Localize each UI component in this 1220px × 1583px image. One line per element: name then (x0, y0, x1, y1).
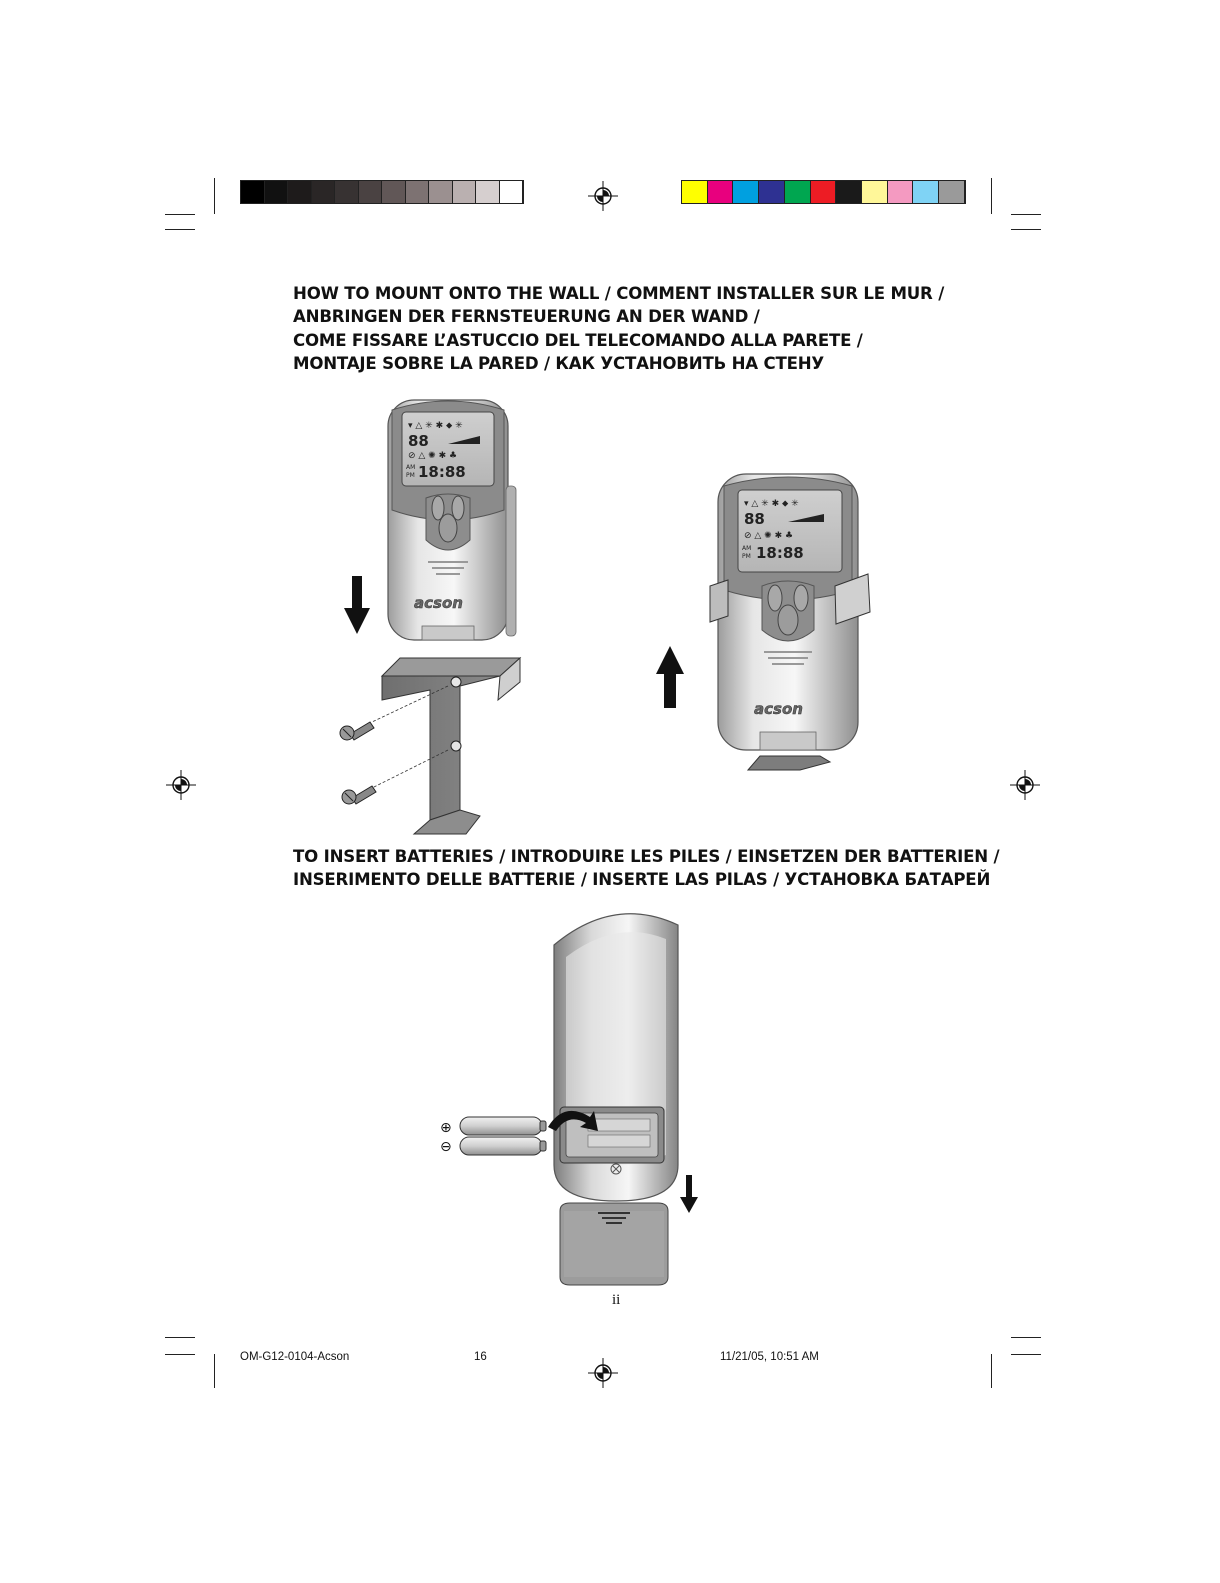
calibration-swatch (836, 181, 862, 203)
calibration-swatch (682, 181, 708, 203)
acson-logo-left: acson (414, 594, 463, 612)
footer-timestamp: 11/21/05, 10:51 AM (720, 1351, 819, 1363)
calibration-swatch (733, 181, 759, 203)
calibration-swatch (811, 181, 837, 203)
calibration-swatch (785, 181, 811, 203)
plus-terminal-icon: ⊕ (440, 1120, 452, 1136)
calibration-swatch (406, 181, 430, 203)
registration-target-icon (588, 181, 618, 211)
calibration-swatch (382, 181, 406, 203)
lcd-pm-left: PM (406, 472, 415, 479)
batteries-heading-line: TO INSERT BATTERIES / INTRODUIRE LES PILES / EINSETZEN DER BATTERIEN / (293, 847, 1000, 866)
mount-heading-line: MONTAJE SOBRE LA PARED / КАК УСТАНОВИТЬ НА СТЕНУ (293, 353, 825, 373)
svg-text:▾ △ ✳ ✱ ⬥ ✳: ▾ △ ✳ ✱ ⬥ ✳ (408, 421, 463, 431)
calibration-swatch (476, 181, 500, 203)
calibration-swatch (359, 181, 383, 203)
battery-icon (460, 1117, 546, 1135)
registration-target-icon (588, 1358, 618, 1388)
calibration-swatch (888, 181, 914, 203)
calibration-swatch (265, 181, 289, 203)
lcd-temp-right: 88 (744, 510, 765, 528)
page-number: ii (612, 1292, 621, 1308)
lcd-am-left: AM (406, 464, 416, 471)
calibration-swatch (241, 181, 265, 203)
calibration-swatch (913, 181, 939, 203)
battery-icon (460, 1137, 546, 1155)
remote-left (388, 400, 516, 640)
lcd-pm-right: PM (742, 553, 751, 560)
batteries-heading (293, 845, 999, 892)
calibration-swatch (335, 181, 359, 203)
mount-heading-line: COME FISSARE L’ASTUCCIO DEL TELECOMANDO ALLA PARETE / (293, 330, 863, 350)
mount-heading-line: ANBRINGEN DER FERNSTEUERUNG AN DER WAND / (293, 307, 760, 327)
mount-heading (293, 282, 944, 375)
lcd-clock-right: 18:88 (756, 544, 804, 562)
remote-right (710, 474, 870, 770)
grayscale-calibration-bar (240, 180, 524, 204)
registration-target-icon (1010, 770, 1040, 800)
mount-heading-line: HOW TO MOUNT ONTO THE WALL / COMMENT INSTALLER SUR LE MUR / (293, 284, 945, 303)
calibration-swatch (862, 181, 888, 203)
lcd-temp-left: 88 (408, 432, 429, 450)
batteries-heading-line: INSERIMENTO DELLE BATTERIE / INSERTE LAS PILAS / УСТАНОВКА БАТАРЕЙ (293, 870, 991, 890)
acson-logo-right: acson (754, 700, 803, 718)
lcd-am-right: AM (742, 545, 752, 552)
svg-text:▾ △ ✳ ✱ ⬥ ✳: ▾ △ ✳ ✱ ⬥ ✳ (744, 499, 799, 509)
battery-illustration (420, 905, 720, 1290)
wall-bracket (382, 658, 520, 834)
lcd-clock-left: 18:88 (418, 463, 466, 481)
calibration-swatch (429, 181, 453, 203)
calibration-swatch (708, 181, 734, 203)
mount-illustration (330, 390, 890, 840)
registration-target-icon (166, 770, 196, 800)
svg-text:⊘ △ ✺ ✱ ♣: ⊘ △ ✺ ✱ ♣ (744, 531, 794, 541)
calibration-swatch (939, 181, 965, 203)
arrow-up-icon (656, 646, 684, 708)
footer-sheet: 16 (474, 1351, 487, 1363)
calibration-swatch (312, 181, 336, 203)
calibration-swatch (500, 181, 524, 203)
calibration-swatch (759, 181, 785, 203)
color-calibration-bar (681, 180, 966, 204)
calibration-swatch (453, 181, 477, 203)
minus-terminal-icon: ⊖ (440, 1139, 452, 1155)
calibration-swatch (288, 181, 312, 203)
svg-text:⊘ △ ✺ ✱ ♣: ⊘ △ ✺ ✱ ♣ (408, 451, 458, 461)
arrow-down-icon (344, 576, 370, 634)
arrow-down-icon (680, 1175, 698, 1213)
footer-filename: OM-G12-0104-Acson (240, 1351, 350, 1363)
